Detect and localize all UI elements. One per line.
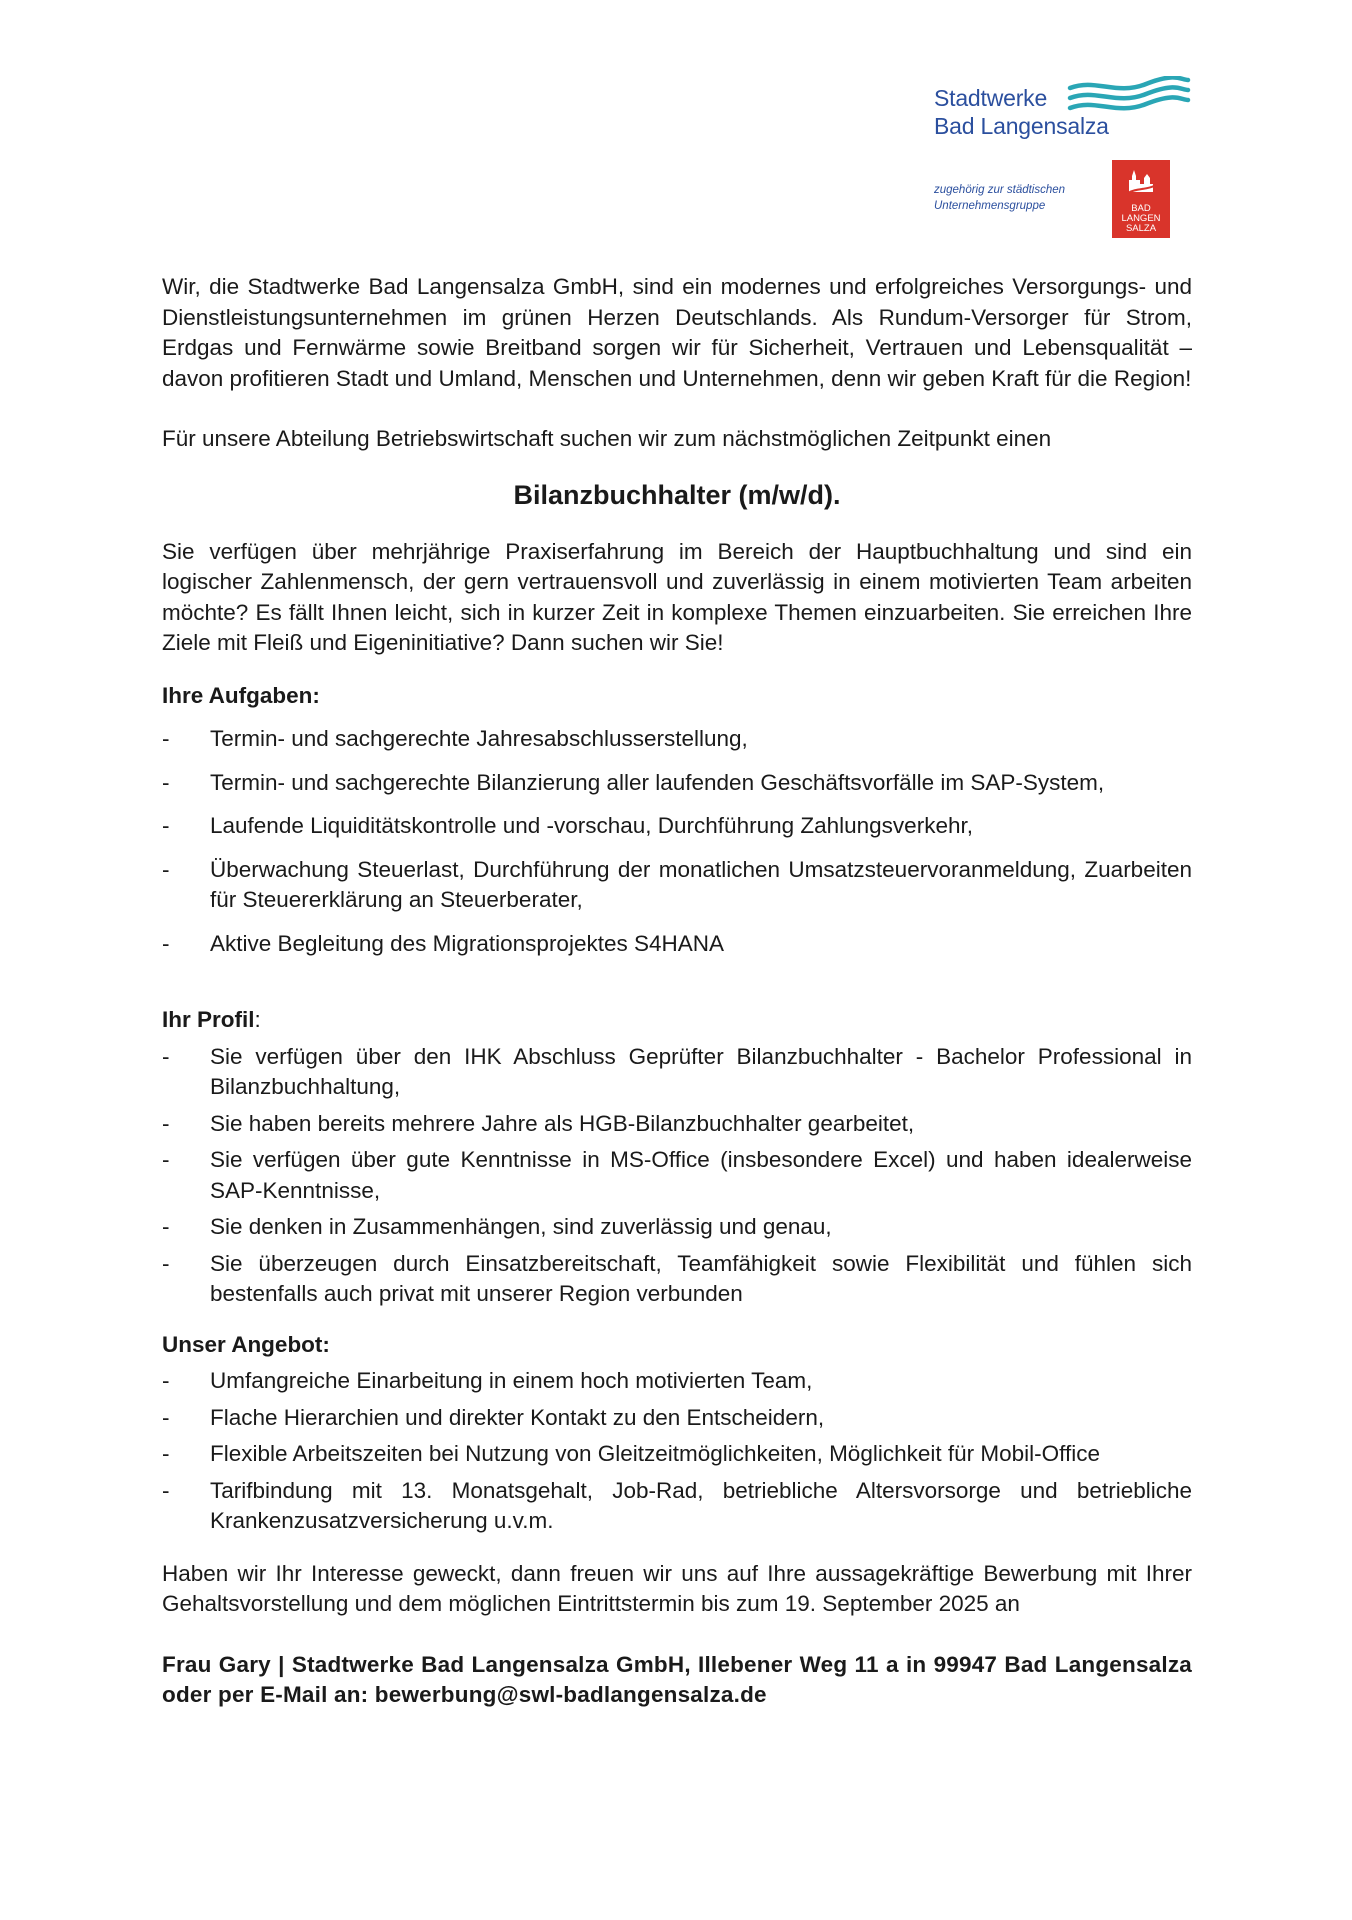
list-item: - Umfangreiche Einarbeitung in einem hoch motivierten Team, bbox=[162, 1368, 813, 1393]
group-note-line1: zugehörig zur städtischen bbox=[934, 184, 1066, 196]
list-item: - Termin- und sachgerechte Jahresabschlusserstellung, bbox=[162, 726, 748, 751]
intro-paragraph: Wir, die Stadtwerke Bad Langensalza GmbH, sind ein modernes und erfolgreiches Versorgungs- und Dienstleistungsunternehmen im grünen Herzen Deutschlands. Als Rundum-Versorger für Strom, Erdgas und Fernwärme sowie Breitband sorgen wir für Sicherheit, Vertrauen und Lebensqualität – davon profitieren Stadt und Umland, Menschen und Unternehmen, denn wir geben Kraft für die Region! bbox=[162, 274, 1192, 391]
posting-content bbox=[162, 272, 1192, 1711]
list-item: - Sie haben bereits mehrere Jahre als HGB-Bilanzbuchhalter gearbeitet, bbox=[162, 1110, 915, 1136]
offer-list bbox=[162, 1366, 1192, 1537]
search-line: Für unsere Abteilung Betriebswirtschaft suchen wir zum nächstmöglichen Zeitpunkt einen bbox=[162, 426, 1052, 451]
list-item: - Laufende Liquiditätskontrolle und -vorschau, Durchführung Zahlungsverkehr, bbox=[162, 813, 973, 838]
list-item: - Termin- und sachgerechte Bilanzierung aller laufenden Geschäftsvorfälle im SAP-System, bbox=[162, 769, 1105, 795]
city-skyline-icon bbox=[1126, 166, 1156, 194]
contact-details: Frau Gary | Stadtwerke Bad Langensalza GmbH, Illebener Weg 11 a in 99947 Bad Langensalza oder per E-Mail an: bewerbung@swl-badlangensalza.de bbox=[162, 1651, 1192, 1707]
company-logo-block bbox=[930, 70, 1200, 240]
candidate-paragraph: Sie verfügen über mehrjährige Praxiserfahrung im Bereich der Hauptbuchhaltung und sind ein logischer Zahlenmensch, der gern vertrauensvoll und zuverlässig in einem motivierten Team arbeiten möchte? Es fällt Ihnen leicht, sich in kurzer Zeit in komplexe Themen einzuarbeiten. Sie erreichen Ihre Ziele mit Fleiß und Eigeninitiative? Dann suchen wir Sie! bbox=[162, 538, 1192, 655]
list-item: - Sie überzeugen durch Einsatzbereitschaft, Teamfähigkeit sowie Flexibilität und fühlen sich bestenfalls auch privat mit unserer Region verbunden bbox=[162, 1250, 1192, 1306]
list-item: - Tarifbindung mit 13. Monatsgehalt, Job-Rad, betriebliche Altersvorsorge und betriebliche Krankenzusatzversicherung u.v.m. bbox=[162, 1477, 1192, 1533]
waves-logo-icon bbox=[1066, 76, 1192, 116]
brand-name-line1: Stadtwerke bbox=[934, 85, 1048, 111]
group-note-line2: Unternehmensgruppe bbox=[934, 200, 1046, 212]
list-item: - Aktive Begleitung des Migrationsprojektes S4HANA bbox=[162, 930, 725, 956]
list-item: - Überwachung Steuerlast, Durchführung der monatlichen Umsatzsteuervoranmeldung, Zuarbeiten für Steuererklärung an Steuerberater, bbox=[162, 856, 1192, 912]
badge-text-line3: SALZA bbox=[1125, 223, 1157, 234]
list-item: - Flache Hierarchien und direkter Kontakt zu den Entscheidern, bbox=[162, 1404, 825, 1430]
list-item: - Flexible Arbeitszeiten bei Nutzung von Gleitzeitmöglichkeiten, Möglichkeit für Mobil-Office bbox=[162, 1441, 1100, 1466]
closing-paragraph: Haben wir Ihr Interesse geweckt, dann freuen wir uns auf Ihre aussagekräftige Bewerbung mit Ihrer Gehaltsvorstellung und dem möglichen Eintrittstermin bis zum 19. September 2025 an bbox=[162, 1560, 1192, 1616]
tasks-list bbox=[162, 724, 1192, 959]
offer-heading: Unser Angebot: bbox=[162, 1331, 330, 1357]
list-item: - Sie denken in Zusammenhängen, sind zuverlässig und genau, bbox=[162, 1214, 832, 1239]
tasks-heading: Ihre Aufgaben: bbox=[162, 682, 320, 708]
list-item: - Sie verfügen über den IHK Abschluss Geprüfter Bilanzbuchhalter - Bachelor Professional in Bilanzbuchhaltung, bbox=[162, 1043, 1192, 1099]
badge-text-line2: LANGEN bbox=[1121, 213, 1161, 224]
profile-list bbox=[162, 1042, 1192, 1310]
badge-text-line1: BAD bbox=[1131, 203, 1151, 214]
city-badge-logo bbox=[1112, 160, 1170, 238]
brand-name-line2: Bad Langensalza bbox=[934, 113, 1109, 139]
profile-heading: Ihr Profil: bbox=[162, 1007, 261, 1032]
group-affiliation-note bbox=[934, 182, 1065, 214]
list-item: - Sie verfügen über gute Kenntnisse in MS-Office (insbesondere Excel) und haben idealerweise SAP-Kenntnisse, bbox=[162, 1147, 1192, 1203]
job-title: Bilanzbuchhalter (m/w/d). bbox=[513, 479, 841, 510]
